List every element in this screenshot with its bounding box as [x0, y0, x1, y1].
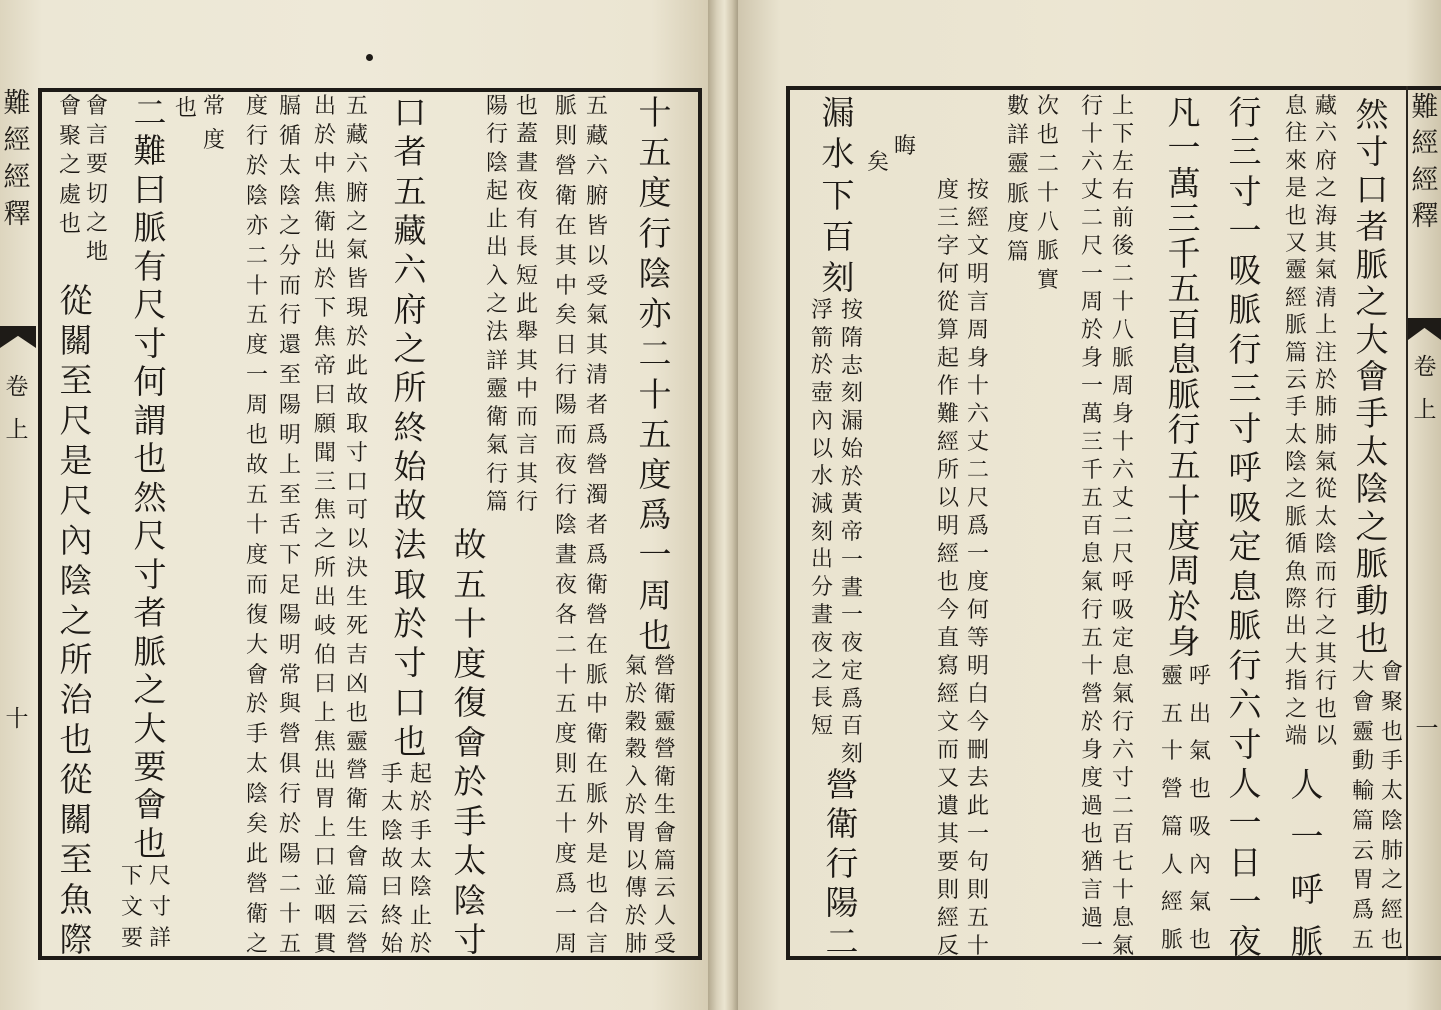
- main-text-column: 人 一 呼 脈: [1290, 765, 1324, 961]
- fishtail-mark: [0, 326, 36, 348]
- annotation-column: 晦: [893, 134, 916, 159]
- main-text-column: 口 者 五 藏 六 府 之 所 終 始 故 法 取 於 寸 口 也: [393, 93, 427, 761]
- left-page: [0, 0, 708, 1010]
- annotation-column: 手 太 陰 故 曰 終 始: [380, 762, 403, 957]
- main-text-column: 行 三 寸 一 吸 脈 行 三 寸 呼 吸 定 息 脈 行 六 寸 人 一 日 一 夜: [1228, 93, 1262, 961]
- center-fold-title: 難 經 經 釋: [3, 88, 31, 230]
- annotation-column: 氣 於 穀 穀 入 於 胃 以 傳 於 肺: [624, 654, 647, 957]
- annotation-column: 常 度: [202, 94, 225, 153]
- main-text-column: 凡 一 萬 三 千 五 百 息 脈 行 五 十 度 周 於 身: [1167, 93, 1201, 661]
- annotation-column: 膈 循 太 陰 之 分 而 行 還 至 陽 明 上 至 舌 下 足 陽 明 常 與 營 俱 行 於 陽 二 十 五: [278, 94, 301, 957]
- main-text-column: 漏 水 下 百 刻: [821, 93, 855, 297]
- volume-label: 卷 上: [1413, 354, 1437, 423]
- annotation-column: 行 十 六 丈 二 尺 一 周 於 身 一 萬 三 千 五 百 息 氣 行 五 十 營 於 身 度 過 也 猶 言 過 一: [1080, 94, 1103, 959]
- annotation-column: 大 會 靈 動 輸 篇 云 胃 爲 五: [1351, 660, 1374, 953]
- annotation-column: 藏 六 府 之 海 其 氣 清 上 注 於 肺 肺 氣 從 太 陰 而 行 之 其 行 也 以: [1314, 94, 1337, 749]
- annotation-column: 次 也 二 十 八 脈 實: [1036, 94, 1059, 293]
- annotation-column: 度 行 於 陰 亦 二 十 五 度 一 周 也 故 五 十 度 而 復 大 會 於 手 太 陰 矣 此 營 衛 之: [245, 94, 268, 957]
- annotation-column: 脈 則 營 衛 在 其 中 矣 日 行 陽 而 夜 行 陰 晝 夜 各 二 十 五 度 則 五 十 度 爲 一 周: [554, 94, 577, 957]
- annotation-column: 陽 行 陰 起 止 出 入 之 法 詳 靈 衛 氣 行 篇: [485, 94, 508, 515]
- annotation-column: 會 聚 也 手 太 陰 肺 之 經 也: [1380, 660, 1403, 953]
- annotation-column: 呼 出 氣 也 吸 內 氣 也: [1188, 664, 1211, 953]
- right-page: [738, 0, 1441, 1010]
- book-spine: [708, 0, 738, 1010]
- main-text-column: 然 寸 口 者 脈 之 大 會 手 太 陰 之 脈 動 也: [1355, 95, 1389, 658]
- annotation-column: 會 言 要 切 之 地: [85, 94, 108, 265]
- main-text-column: 故 五 十 度 復 會 於 手 太 陰 寸: [453, 525, 487, 959]
- volume-label: 卷 上: [5, 374, 29, 443]
- annotation-column: 息 往 來 是 也 又 靈 經 脈 篇 云 手 太 陰 之 脈 循 魚 際 出 大 指 之 端: [1284, 94, 1307, 749]
- ink-dot: [366, 54, 373, 61]
- leaf-number: 一: [1415, 716, 1439, 742]
- annotation-column: 會 聚 之 處 也: [58, 94, 81, 237]
- annotation-column: 度 三 字 何 從 算 起 作 難 經 所 以 明 經 也 今 直 寫 經 文 而 又 遺 其 要 則 經 反: [936, 178, 959, 959]
- annotation-column: 營 衛 靈 營 衛 生 會 篇 云 人 受: [653, 654, 676, 957]
- main-text-column: 二 難 曰 脈 有 尺 寸 何 謂 也 然 尺 寸 者 脈 之 大 要 會 也: [133, 93, 167, 863]
- annotation-column: 下 文 要: [120, 864, 143, 951]
- main-text-column: 從 關 至 尺 是 尺 內 陰 之 所 治 也 從 關 至 魚 際: [59, 281, 93, 959]
- annotation-column: 按 經 文 明 言 周 身 十 六 丈 二 尺 爲 一 度 何 等 明 白 今 刪 去 此 一 句 則 五 十: [966, 178, 989, 959]
- center-fold-line: [1406, 86, 1408, 960]
- annotation-column: 矣: [866, 150, 889, 175]
- annotation-column: 也 蓋 晝 夜 有 長 短 此 舉 其 中 而 言 其 行: [515, 94, 538, 515]
- main-text-column: 十 五 度 行 陰 亦 二 十 五 度 爲 一 周 也: [638, 93, 672, 655]
- annotation-column: 五 藏 六 腑 之 氣 皆 現 於 此 故 取 寸 口 可 以 決 生 死 吉 凶 也 靈 營 衛 生 會 篇 云 營: [345, 94, 368, 957]
- annotation-column: 上 下 左 右 前 後 二 十 八 脈 周 身 十 六 丈 二 尺 呼 吸 定 息 氣 行 六 寸 二 百 七 十 息 氣: [1111, 94, 1134, 959]
- annotation-column: 也: [174, 96, 197, 121]
- annotation-column: 出 於 中 焦 衛 出 於 下 焦 帝 曰 願 聞 三 焦 之 所 出 岐 伯 曰 上 焦 出 胃 上 口 並 咽 貫: [313, 94, 336, 957]
- annotation-column: 浮 箭 於 壺 內 以 水 減 刻 出 分 晝 夜 之 長 短: [810, 298, 833, 739]
- annotation-column: 按 隋 志 刻 漏 始 於 黃 帝 一 晝 一 夜 定 爲 百 刻: [840, 298, 863, 767]
- center-fold-title: 難 經 經 釋: [1411, 92, 1439, 232]
- annotation-column: 數 詳 靈 脈 度 篇: [1006, 94, 1029, 265]
- leaf-number: 十: [5, 706, 29, 732]
- annotation-column: 五 藏 六 腑 皆 以 受 氣 其 清 者 爲 營 濁 者 爲 衛 營 在 脈 中 衛 在 脈 外 是 也 合 言: [585, 94, 608, 957]
- main-text-column: 營 衛 行 陽 二: [825, 765, 859, 961]
- annotation-column: 靈 五 十 營 篇 人 經 脈: [1160, 664, 1183, 953]
- annotation-column: 尺 寸 詳: [148, 864, 171, 951]
- annotation-column: 起 於 手 太 陰 止 於: [409, 762, 432, 957]
